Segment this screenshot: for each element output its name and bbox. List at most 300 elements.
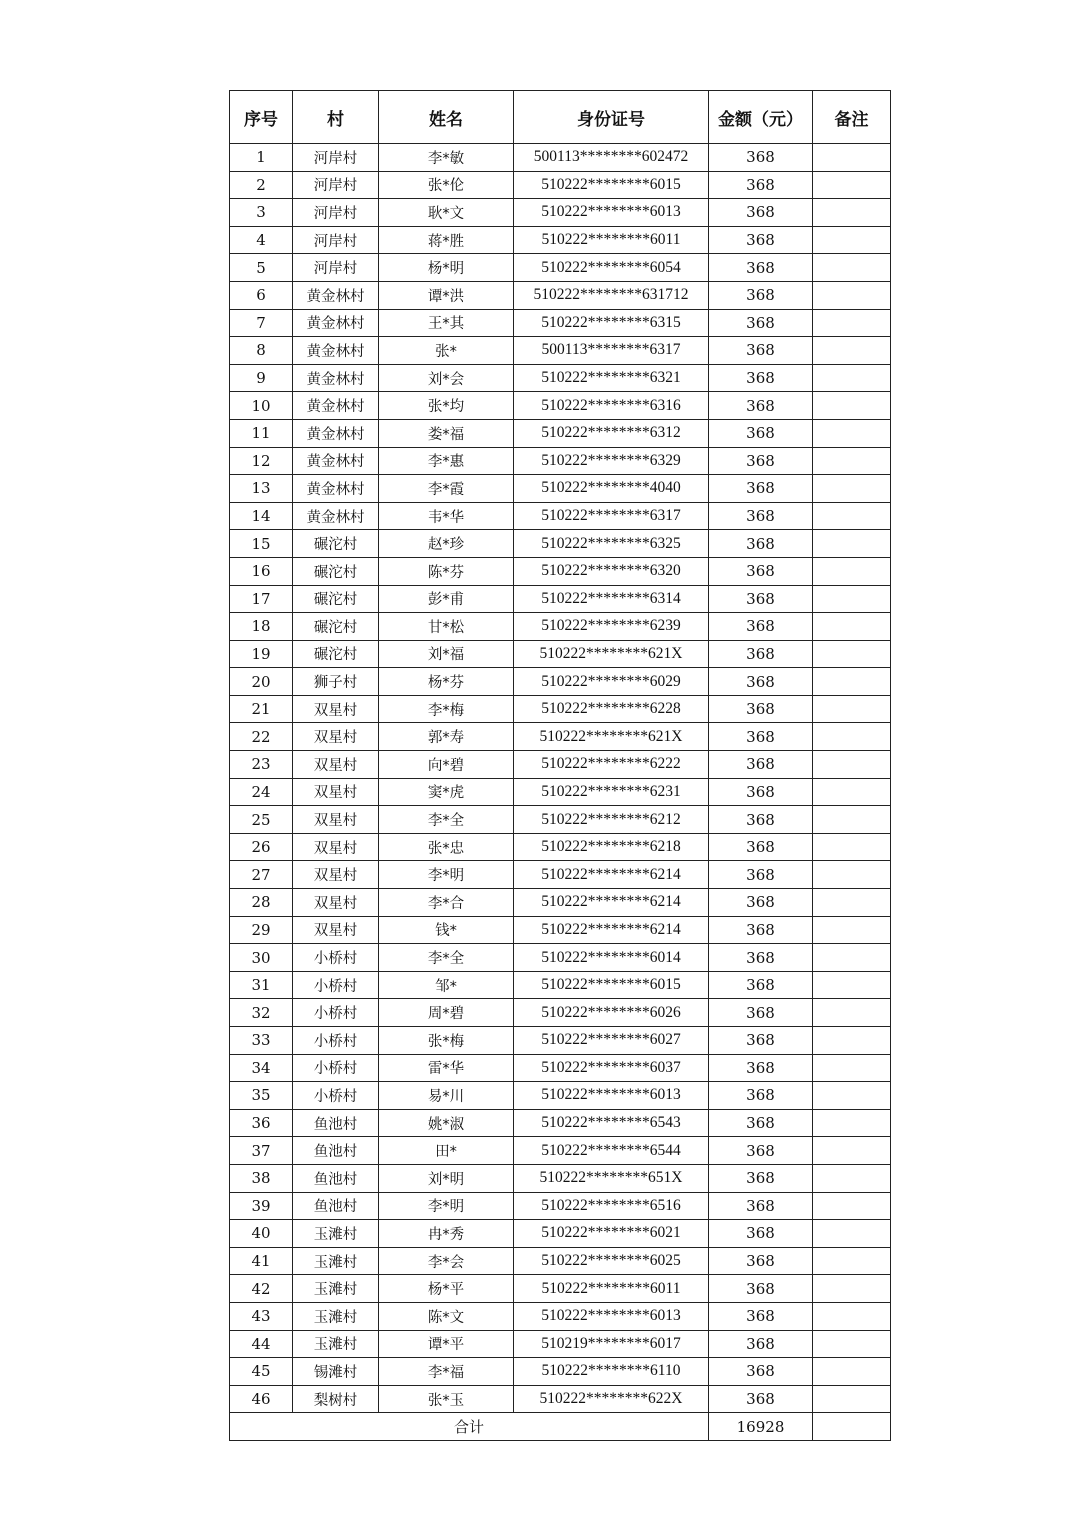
cell-serial: 16	[230, 557, 293, 585]
cell-id-number: 510222********4040	[514, 475, 709, 503]
cell-id-number: 510222********6013	[514, 1302, 709, 1330]
cell-name: 李*霞	[379, 475, 514, 503]
table-row	[230, 337, 891, 365]
cell-amount: 368	[709, 585, 813, 613]
cell-id-number: 510222********6543	[514, 1109, 709, 1137]
cell-name: 李*福	[379, 1358, 514, 1386]
cell-amount: 368	[709, 1330, 813, 1358]
cell-village: 黄金林村	[293, 364, 379, 392]
total-remarks	[813, 1413, 891, 1441]
table-row	[230, 144, 891, 172]
table-row	[230, 502, 891, 530]
cell-name: 李*惠	[379, 447, 514, 475]
cell-name: 蒋*胜	[379, 226, 514, 254]
cell-remarks	[813, 1330, 891, 1358]
cell-remarks	[813, 254, 891, 282]
cell-remarks	[813, 695, 891, 723]
cell-amount: 368	[709, 723, 813, 751]
cell-amount: 368	[709, 447, 813, 475]
table-row	[230, 1137, 891, 1165]
table-row	[230, 281, 891, 309]
table-row	[230, 1302, 891, 1330]
cell-village: 玉滩村	[293, 1247, 379, 1275]
table-row	[230, 640, 891, 668]
cell-remarks	[813, 392, 891, 420]
cell-name: 张*玉	[379, 1385, 514, 1413]
cell-amount: 368	[709, 557, 813, 585]
cell-amount: 368	[709, 502, 813, 530]
cell-serial: 1	[230, 144, 293, 172]
cell-name: 韦*华	[379, 502, 514, 530]
cell-amount: 368	[709, 1302, 813, 1330]
cell-amount: 368	[709, 944, 813, 972]
cell-remarks	[813, 971, 891, 999]
table-row	[230, 364, 891, 392]
cell-village: 黄金林村	[293, 475, 379, 503]
table-row	[230, 1054, 891, 1082]
header-name: 姓名	[379, 91, 514, 144]
cell-amount: 368	[709, 364, 813, 392]
cell-id-number: 510222********6029	[514, 668, 709, 696]
table-row	[230, 613, 891, 641]
cell-serial: 44	[230, 1330, 293, 1358]
cell-serial: 3	[230, 199, 293, 227]
header-remarks: 备注	[813, 91, 891, 144]
table-row	[230, 695, 891, 723]
cell-name: 张*均	[379, 392, 514, 420]
cell-remarks	[813, 502, 891, 530]
cell-serial: 26	[230, 833, 293, 861]
cell-serial: 22	[230, 723, 293, 751]
cell-remarks	[813, 447, 891, 475]
cell-amount: 368	[709, 889, 813, 917]
cell-amount: 368	[709, 1220, 813, 1248]
cell-amount: 368	[709, 392, 813, 420]
cell-serial: 2	[230, 171, 293, 199]
cell-id-number: 510222********6214	[514, 916, 709, 944]
cell-serial: 13	[230, 475, 293, 503]
cell-amount: 368	[709, 695, 813, 723]
table-row	[230, 199, 891, 227]
cell-serial: 11	[230, 419, 293, 447]
cell-serial: 46	[230, 1385, 293, 1413]
table-row	[230, 1330, 891, 1358]
cell-serial: 29	[230, 916, 293, 944]
cell-serial: 15	[230, 530, 293, 558]
header-amount: 金额（元）	[709, 91, 813, 144]
cell-id-number: 510222********6321	[514, 364, 709, 392]
cell-village: 狮子村	[293, 668, 379, 696]
table-row	[230, 1192, 891, 1220]
cell-village: 鱼池村	[293, 1164, 379, 1192]
cell-serial: 33	[230, 1027, 293, 1055]
cell-serial: 24	[230, 778, 293, 806]
cell-serial: 4	[230, 226, 293, 254]
cell-village: 碾沱村	[293, 640, 379, 668]
cell-village: 小桥村	[293, 944, 379, 972]
header-row	[230, 91, 891, 144]
table-body	[230, 144, 891, 1413]
table-row	[230, 585, 891, 613]
cell-village: 小桥村	[293, 1082, 379, 1110]
cell-serial: 32	[230, 999, 293, 1027]
cell-remarks	[813, 1220, 891, 1248]
cell-name: 刘*明	[379, 1164, 514, 1192]
cell-village: 鱼池村	[293, 1109, 379, 1137]
cell-name: 周*碧	[379, 999, 514, 1027]
cell-amount: 368	[709, 419, 813, 447]
cell-amount: 368	[709, 1054, 813, 1082]
cell-name: 雷*华	[379, 1054, 514, 1082]
cell-amount: 368	[709, 1082, 813, 1110]
cell-village: 双星村	[293, 833, 379, 861]
cell-remarks	[813, 861, 891, 889]
cell-name: 钱*	[379, 916, 514, 944]
cell-amount: 368	[709, 1164, 813, 1192]
cell-village: 双星村	[293, 751, 379, 779]
cell-amount: 368	[709, 226, 813, 254]
cell-id-number: 510222********6317	[514, 502, 709, 530]
cell-id-number: 510222********6214	[514, 861, 709, 889]
table-row	[230, 723, 891, 751]
cell-amount: 368	[709, 1192, 813, 1220]
cell-id-number: 510222********6011	[514, 226, 709, 254]
cell-name: 郭*寿	[379, 723, 514, 751]
cell-amount: 368	[709, 1385, 813, 1413]
cell-id-number: 510222********6015	[514, 171, 709, 199]
cell-serial: 31	[230, 971, 293, 999]
cell-id-number: 510219********6017	[514, 1330, 709, 1358]
cell-id-number: 500113********6317	[514, 337, 709, 365]
cell-id-number: 510222********6110	[514, 1358, 709, 1386]
cell-village: 双星村	[293, 861, 379, 889]
cell-village: 黄金林村	[293, 419, 379, 447]
cell-remarks	[813, 364, 891, 392]
cell-id-number: 510222********6013	[514, 1082, 709, 1110]
cell-serial: 27	[230, 861, 293, 889]
cell-id-number: 510222********6320	[514, 557, 709, 585]
cell-serial: 34	[230, 1054, 293, 1082]
header-village: 村	[293, 91, 379, 144]
cell-remarks	[813, 640, 891, 668]
cell-remarks	[813, 226, 891, 254]
table-row	[230, 861, 891, 889]
cell-name: 耿*文	[379, 199, 514, 227]
cell-name: 彭*甫	[379, 585, 514, 613]
cell-remarks	[813, 1082, 891, 1110]
cell-id-number: 510222********6037	[514, 1054, 709, 1082]
cell-amount: 368	[709, 144, 813, 172]
cell-serial: 21	[230, 695, 293, 723]
table-row	[230, 1082, 891, 1110]
cell-amount: 368	[709, 668, 813, 696]
cell-amount: 368	[709, 281, 813, 309]
cell-remarks	[813, 585, 891, 613]
cell-village: 双星村	[293, 723, 379, 751]
table-row	[230, 557, 891, 585]
cell-village: 河岸村	[293, 144, 379, 172]
cell-remarks	[813, 1137, 891, 1165]
total-row	[230, 1413, 891, 1441]
cell-id-number: 510222********6312	[514, 419, 709, 447]
cell-serial: 37	[230, 1137, 293, 1165]
cell-village: 玉滩村	[293, 1275, 379, 1303]
cell-village: 黄金林村	[293, 309, 379, 337]
cell-village: 鱼池村	[293, 1137, 379, 1165]
cell-remarks	[813, 944, 891, 972]
table-row	[230, 1247, 891, 1275]
cell-name: 陈*文	[379, 1302, 514, 1330]
cell-name: 冉*秀	[379, 1220, 514, 1248]
cell-village: 小桥村	[293, 1054, 379, 1082]
cell-serial: 28	[230, 889, 293, 917]
cell-id-number: 510222********6516	[514, 1192, 709, 1220]
table-row	[230, 668, 891, 696]
cell-id-number: 510222********6021	[514, 1220, 709, 1248]
cell-village: 双星村	[293, 916, 379, 944]
cell-remarks	[813, 309, 891, 337]
cell-name: 陈*芬	[379, 557, 514, 585]
cell-village: 双星村	[293, 806, 379, 834]
cell-village: 鱼池村	[293, 1192, 379, 1220]
cell-amount: 368	[709, 1027, 813, 1055]
table-row	[230, 309, 891, 337]
table-row	[230, 806, 891, 834]
cell-serial: 10	[230, 392, 293, 420]
cell-amount: 368	[709, 1137, 813, 1165]
cell-remarks	[813, 281, 891, 309]
cell-remarks	[813, 1109, 891, 1137]
cell-remarks	[813, 833, 891, 861]
cell-village: 黄金林村	[293, 281, 379, 309]
cell-name: 向*碧	[379, 751, 514, 779]
total-amount: 16928	[709, 1413, 813, 1441]
table-row	[230, 171, 891, 199]
cell-remarks	[813, 999, 891, 1027]
cell-village: 碾沱村	[293, 585, 379, 613]
cell-village: 双星村	[293, 695, 379, 723]
table-row	[230, 392, 891, 420]
cell-serial: 36	[230, 1109, 293, 1137]
cell-name: 刘*福	[379, 640, 514, 668]
cell-id-number: 510222********6014	[514, 944, 709, 972]
cell-village: 碾沱村	[293, 530, 379, 558]
cell-amount: 368	[709, 806, 813, 834]
cell-name: 张*梅	[379, 1027, 514, 1055]
cell-name: 谭*平	[379, 1330, 514, 1358]
cell-name: 刘*会	[379, 364, 514, 392]
cell-serial: 9	[230, 364, 293, 392]
cell-village: 河岸村	[293, 226, 379, 254]
cell-remarks	[813, 557, 891, 585]
cell-id-number: 510222********6011	[514, 1275, 709, 1303]
cell-name: 张*伦	[379, 171, 514, 199]
cell-amount: 368	[709, 861, 813, 889]
cell-remarks	[813, 475, 891, 503]
cell-id-number: 510222********622X	[514, 1385, 709, 1413]
cell-amount: 368	[709, 171, 813, 199]
cell-id-number: 500113********602472	[514, 144, 709, 172]
cell-name: 窦*虎	[379, 778, 514, 806]
cell-serial: 41	[230, 1247, 293, 1275]
table-row	[230, 1027, 891, 1055]
cell-amount: 368	[709, 1247, 813, 1275]
cell-amount: 368	[709, 999, 813, 1027]
cell-id-number: 510222********631712	[514, 281, 709, 309]
cell-id-number: 510222********6026	[514, 999, 709, 1027]
cell-amount: 368	[709, 309, 813, 337]
cell-village: 小桥村	[293, 999, 379, 1027]
table-row	[230, 778, 891, 806]
cell-village: 小桥村	[293, 971, 379, 999]
cell-remarks	[813, 778, 891, 806]
table-row	[230, 447, 891, 475]
cell-remarks	[813, 171, 891, 199]
cell-name: 杨*平	[379, 1275, 514, 1303]
cell-id-number: 510222********6054	[514, 254, 709, 282]
cell-remarks	[813, 668, 891, 696]
table-row	[230, 1358, 891, 1386]
cell-village: 玉滩村	[293, 1220, 379, 1248]
cell-remarks	[813, 1164, 891, 1192]
cell-id-number: 510222********6316	[514, 392, 709, 420]
cell-name: 李*明	[379, 861, 514, 889]
cell-serial: 40	[230, 1220, 293, 1248]
cell-amount: 368	[709, 613, 813, 641]
cell-amount: 368	[709, 916, 813, 944]
cell-village: 河岸村	[293, 171, 379, 199]
cell-remarks	[813, 1247, 891, 1275]
cell-amount: 368	[709, 778, 813, 806]
cell-serial: 17	[230, 585, 293, 613]
cell-name: 谭*洪	[379, 281, 514, 309]
cell-serial: 39	[230, 1192, 293, 1220]
cell-serial: 8	[230, 337, 293, 365]
cell-remarks	[813, 889, 891, 917]
cell-id-number: 510222********6544	[514, 1137, 709, 1165]
cell-name: 李*敏	[379, 144, 514, 172]
cell-id-number: 510222********6239	[514, 613, 709, 641]
table-row	[230, 419, 891, 447]
table-row	[230, 751, 891, 779]
cell-name: 甘*松	[379, 613, 514, 641]
cell-name: 邹*	[379, 971, 514, 999]
table-row	[230, 999, 891, 1027]
cell-village: 梨树村	[293, 1385, 379, 1413]
cell-amount: 368	[709, 1275, 813, 1303]
table-footer	[230, 1413, 891, 1441]
cell-id-number: 510222********6314	[514, 585, 709, 613]
cell-id-number: 510222********6027	[514, 1027, 709, 1055]
cell-village: 碾沱村	[293, 557, 379, 585]
cell-id-number: 510222********6329	[514, 447, 709, 475]
cell-village: 黄金林村	[293, 447, 379, 475]
cell-amount: 368	[709, 640, 813, 668]
table-row	[230, 475, 891, 503]
table-row	[230, 971, 891, 999]
cell-village: 河岸村	[293, 254, 379, 282]
cell-name: 赵*珍	[379, 530, 514, 558]
cell-remarks	[813, 1385, 891, 1413]
cell-serial: 7	[230, 309, 293, 337]
cell-name: 李*会	[379, 1247, 514, 1275]
cell-name: 王*其	[379, 309, 514, 337]
cell-id-number: 510222********6212	[514, 806, 709, 834]
cell-remarks	[813, 613, 891, 641]
cell-remarks	[813, 723, 891, 751]
cell-remarks	[813, 1054, 891, 1082]
cell-serial: 18	[230, 613, 293, 641]
cell-name: 娄*福	[379, 419, 514, 447]
cell-amount: 368	[709, 1109, 813, 1137]
cell-serial: 6	[230, 281, 293, 309]
cell-amount: 368	[709, 751, 813, 779]
cell-village: 锡滩村	[293, 1358, 379, 1386]
cell-serial: 35	[230, 1082, 293, 1110]
table-row	[230, 254, 891, 282]
table-row	[230, 1275, 891, 1303]
table-row	[230, 889, 891, 917]
cell-remarks	[813, 806, 891, 834]
cell-id-number: 510222********6315	[514, 309, 709, 337]
cell-serial: 12	[230, 447, 293, 475]
cell-amount: 368	[709, 1358, 813, 1386]
cell-remarks	[813, 1027, 891, 1055]
cell-village: 黄金林村	[293, 392, 379, 420]
table-header	[230, 91, 891, 144]
cell-serial: 30	[230, 944, 293, 972]
cell-name: 杨*明	[379, 254, 514, 282]
cell-name: 张*	[379, 337, 514, 365]
header-id-number: 身份证号	[514, 91, 709, 144]
cell-serial: 42	[230, 1275, 293, 1303]
cell-remarks	[813, 916, 891, 944]
cell-amount: 368	[709, 971, 813, 999]
cell-name: 姚*淑	[379, 1109, 514, 1137]
cell-amount: 368	[709, 199, 813, 227]
cell-id-number: 510222********6214	[514, 889, 709, 917]
cell-remarks	[813, 1275, 891, 1303]
cell-serial: 43	[230, 1302, 293, 1330]
cell-village: 双星村	[293, 778, 379, 806]
cell-serial: 5	[230, 254, 293, 282]
cell-name: 杨*芬	[379, 668, 514, 696]
cell-name: 李*全	[379, 806, 514, 834]
cell-id-number: 510222********621X	[514, 723, 709, 751]
cell-village: 黄金林村	[293, 502, 379, 530]
cell-name: 李*全	[379, 944, 514, 972]
table-row	[230, 1164, 891, 1192]
cell-amount: 368	[709, 254, 813, 282]
cell-serial: 14	[230, 502, 293, 530]
cell-name: 李*明	[379, 1192, 514, 1220]
cell-id-number: 510222********6222	[514, 751, 709, 779]
cell-id-number: 510222********6325	[514, 530, 709, 558]
cell-village: 黄金林村	[293, 337, 379, 365]
cell-amount: 368	[709, 833, 813, 861]
cell-amount: 368	[709, 530, 813, 558]
cell-serial: 23	[230, 751, 293, 779]
cell-id-number: 510222********6025	[514, 1247, 709, 1275]
cell-village: 碾沱村	[293, 613, 379, 641]
cell-remarks	[813, 1192, 891, 1220]
table-row	[230, 1109, 891, 1137]
cell-serial: 38	[230, 1164, 293, 1192]
cell-village: 双星村	[293, 889, 379, 917]
cell-remarks	[813, 1302, 891, 1330]
cell-remarks	[813, 419, 891, 447]
total-label: 合计	[230, 1413, 709, 1441]
